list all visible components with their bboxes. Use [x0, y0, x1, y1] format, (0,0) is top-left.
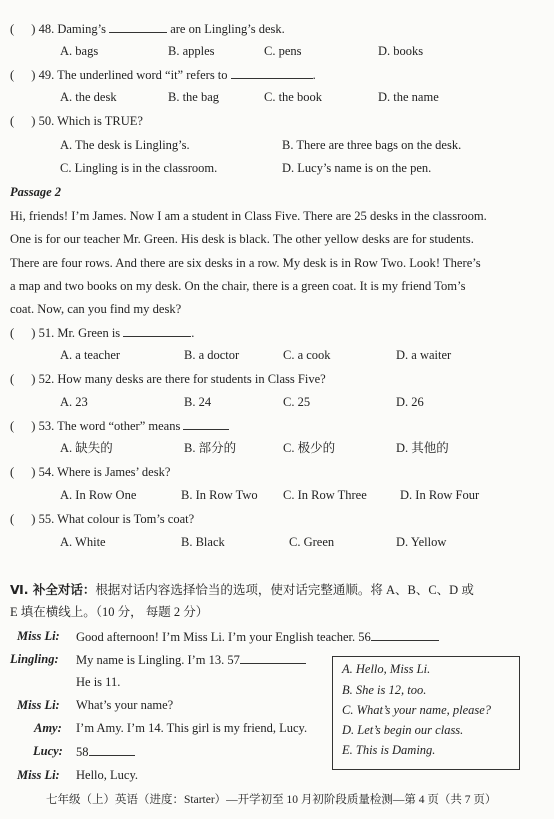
option: A. a teacher — [60, 348, 121, 362]
choice: E. This is Daming. — [342, 743, 436, 757]
option: D. a waiter — [396, 348, 452, 362]
option: D. In Row Four — [400, 488, 480, 502]
question-stem: ) 49. The underlined word “it” refers to — [31, 68, 228, 82]
option: B. 24 — [184, 395, 212, 409]
speaker: Miss Li: — [17, 768, 60, 782]
answer-blank-56[interactable] — [371, 628, 439, 641]
question-stem: ) 48. Daming’s — [31, 22, 106, 36]
option: C. 极少的 — [283, 441, 336, 455]
option: D. 其他的 — [396, 441, 449, 455]
option: C. the book — [264, 90, 322, 104]
option: A. bags — [60, 44, 99, 58]
option: D. 26 — [396, 395, 424, 409]
option: C. In Row Three — [283, 488, 367, 502]
option: C. 25 — [283, 395, 311, 409]
option: B. apples — [168, 44, 215, 58]
passage-line: There are four rows. And there are six desks in a row. My desk is in Row Two. Look! There’s — [10, 256, 481, 270]
option: D. books — [378, 44, 424, 58]
question-stem-end: . — [191, 326, 195, 340]
question-stem: ) 55. What colour is Tom’s coat? — [31, 512, 195, 526]
section-instruction: 根据对话内容选择恰当的选项，使对话完整通顺。将 A、B、C、D 或 — [95, 583, 474, 597]
question-48 — [10, 20, 285, 37]
dialogue-text: 58 — [76, 745, 89, 759]
question-stem: ) 54. Where is James’ desk? — [31, 465, 171, 479]
dialogue-text: My name is Lingling. I’m 13. 57 — [76, 653, 240, 667]
passage-line: Hi, friends! I’m James. Now I am a student in Class Five. There are 25 desks in the classroom. — [10, 209, 487, 223]
option: D. the name — [378, 90, 439, 104]
dialogue-line — [76, 743, 135, 760]
answer-blank[interactable] — [231, 66, 313, 79]
option: B. a doctor — [184, 348, 240, 362]
option: C. pens — [264, 44, 302, 58]
choice: D. Let’s begin our class. — [342, 723, 464, 737]
question-55 — [10, 511, 194, 527]
option: A. the desk — [60, 90, 117, 104]
question-stem-end: . — [312, 68, 316, 82]
option: C. Lingling is in the classroom. — [60, 161, 218, 175]
section-heading: Ⅵ. 补全对话： — [10, 582, 96, 597]
question-49 — [10, 66, 316, 83]
passage-line: a map and two books on my desk. On the chair, there is a green coat. It is my friend Tom’s — [10, 279, 466, 293]
answer-paren: ( — [10, 419, 15, 433]
answer-paren: ( — [10, 326, 15, 340]
option: D. Yellow — [396, 535, 447, 549]
choice: B. She is 12, too. — [342, 683, 427, 697]
answer-paren: ( — [10, 68, 15, 82]
choice: C. What’s your name, please? — [342, 703, 492, 717]
question-52 — [10, 371, 326, 387]
question-stem: ) 50. Which is TRUE? — [31, 114, 143, 128]
dialogue-text: What’s your name? — [76, 698, 174, 712]
answer-blank-58[interactable] — [89, 743, 135, 756]
speaker: Amy: — [34, 721, 62, 735]
question-50 — [10, 113, 143, 129]
dialogue-text: Hello, Lucy. — [76, 768, 139, 782]
option: B. the bag — [168, 90, 220, 104]
answer-paren: ( — [10, 22, 15, 36]
dialogue-text: I’m Amy. I’m 14. This girl is my friend, Lucy. — [76, 721, 308, 735]
answer-paren: ( — [10, 512, 15, 526]
speaker: Miss Li: — [17, 698, 60, 712]
option: C. Green — [289, 535, 335, 549]
passage-title: Passage 2 — [10, 185, 62, 199]
passage-line: coat. Now, can you find my desk? — [10, 302, 182, 316]
passage-line: One is for our teacher Mr. Green. His desk is black. The other yellow desks are for students. — [10, 232, 474, 246]
page-footer: 七年级（上）英语（进度：Starter）—开学初至 10 月初阶段质量检测—第 4 页（共 7 页） — [46, 794, 497, 806]
question-stem: ) 53. The word “other” means — [31, 419, 181, 433]
option: C. a cook — [283, 348, 331, 362]
question-54 — [10, 464, 170, 480]
option: A. In Row One — [60, 488, 137, 502]
answer-blank[interactable] — [123, 324, 191, 337]
answer-paren: ( — [10, 372, 15, 386]
dialogue-line — [76, 651, 306, 668]
option: A. The desk is Lingling’s. — [60, 138, 190, 152]
option: A. White — [60, 535, 106, 549]
answer-paren: ( — [10, 114, 15, 128]
dialogue-text: Good afternoon! I’m Miss Li. I’m your English teacher. 56 — [76, 630, 371, 644]
option: B. In Row Two — [181, 488, 258, 502]
question-stem: ) 51. Mr. Green is — [31, 326, 121, 340]
question-stem: ) 52. How many desks are there for students in Class Five? — [31, 372, 326, 386]
dialogue-text: He is 11. — [76, 675, 121, 689]
section-instruction-2: E 填在横线上。（10 分， 每题 2 分） — [10, 605, 209, 619]
speaker: Lingling: — [10, 652, 59, 666]
option: D. Lucy’s name is on the pen. — [282, 161, 432, 175]
question-51 — [10, 324, 194, 341]
option: B. There are three bags on the desk. — [282, 138, 462, 152]
option: B. 部分的 — [184, 441, 237, 455]
option: B. Black — [181, 535, 225, 549]
answer-blank-57[interactable] — [240, 651, 306, 664]
dialogue-line — [76, 628, 439, 645]
choice: A. Hello, Miss Li. — [342, 662, 431, 676]
option: A. 23 — [60, 395, 88, 409]
question-stem-end: are on Lingling’s desk. — [170, 22, 285, 36]
speaker: Lucy: — [33, 744, 63, 758]
option: A. 缺失的 — [60, 441, 113, 455]
answer-blank[interactable] — [109, 20, 167, 33]
answer-paren: ( — [10, 465, 15, 479]
answer-blank[interactable] — [183, 417, 229, 430]
question-53 — [10, 417, 229, 434]
section-6-header — [10, 582, 474, 598]
speaker: Miss Li: — [17, 629, 60, 643]
